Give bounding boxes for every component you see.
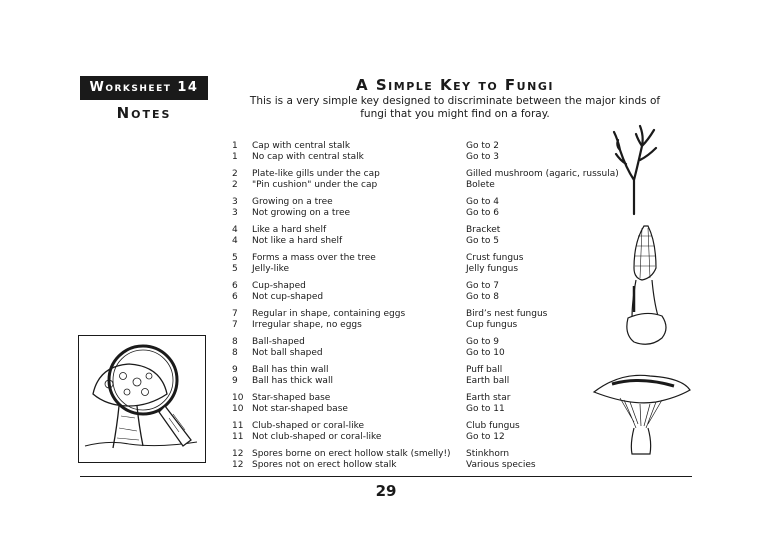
key-number: 7 xyxy=(232,309,238,319)
key-number: 9 xyxy=(232,375,238,386)
worksheet-label: Worksheet 14 xyxy=(80,76,208,100)
key-number: 8 xyxy=(232,347,238,358)
key-description: Not cup-shaped xyxy=(252,291,324,302)
key-number: 11 xyxy=(232,421,244,431)
key-description: Regular in shape, containing eggs xyxy=(252,309,406,319)
key-row xyxy=(232,393,612,404)
page-subtitle xyxy=(230,95,680,121)
key-description: Not ball shaped xyxy=(252,347,323,358)
coral-fungus-icon xyxy=(612,120,660,216)
key-result: Bracket xyxy=(466,225,501,235)
key-group xyxy=(232,365,612,386)
key-number: 3 xyxy=(232,197,238,207)
key-row xyxy=(232,180,612,191)
key-result: Various species xyxy=(466,459,536,470)
subtitle-line-2: fungi that you might find on a foray. xyxy=(360,108,550,120)
subtitle-line-1: This is a very simple key designed to discriminate between the major kinds of xyxy=(249,95,661,107)
key-description: Spores borne on erect hollow stalk (smelly!) xyxy=(252,449,451,459)
key-description: Like a hard shelf xyxy=(252,225,327,235)
key-group xyxy=(232,141,612,162)
key-result: Go to 3 xyxy=(466,151,499,162)
key-row xyxy=(232,253,612,264)
key-row xyxy=(232,348,612,359)
morel-icon xyxy=(620,222,674,350)
key-result: Go to 8 xyxy=(466,291,499,302)
key-number: 3 xyxy=(232,207,238,218)
key-number: 9 xyxy=(232,365,238,375)
key-group xyxy=(232,253,612,274)
key-result: Jelly fungus xyxy=(466,263,519,274)
key-result: Club fungus xyxy=(466,421,520,431)
key-description: Star-shaped base xyxy=(252,393,331,403)
key-description: Ball has thin wall xyxy=(252,365,329,375)
key-number: 1 xyxy=(232,141,238,151)
key-row xyxy=(232,404,612,415)
key-row xyxy=(232,264,612,275)
key-description: Plate-like gills under the cap xyxy=(252,169,380,179)
key-number: 12 xyxy=(232,449,244,459)
page-title: A Simple Key to Fungi xyxy=(356,76,554,94)
key-description: Not growing on a tree xyxy=(252,207,351,218)
key-number: 11 xyxy=(232,431,244,442)
key-result: Earth ball xyxy=(466,375,510,386)
key-group xyxy=(232,393,612,414)
key-description: Forms a mass over the tree xyxy=(252,253,376,263)
key-number: 2 xyxy=(232,179,238,190)
key-description: Jelly-like xyxy=(252,263,290,274)
key-group xyxy=(232,337,612,358)
key-result: Go to 12 xyxy=(466,431,505,442)
notes-heading: Notes xyxy=(116,104,172,122)
key-number: 10 xyxy=(232,403,244,414)
key-group xyxy=(232,281,612,302)
key-number: 4 xyxy=(232,235,238,246)
key-number: 1 xyxy=(232,151,238,162)
key-description: "Pin cushion" under the cap xyxy=(252,179,378,190)
key-description: Ball-shaped xyxy=(252,337,305,347)
key-group xyxy=(232,449,612,470)
key-number: 2 xyxy=(232,169,238,179)
key-result: Gilled mushroom (agaric, russula) xyxy=(466,169,619,179)
key-row xyxy=(232,281,612,292)
key-group xyxy=(232,225,612,246)
key-result: Go to 10 xyxy=(466,347,505,358)
key-number: 6 xyxy=(232,291,238,302)
key-number: 12 xyxy=(232,459,244,470)
key-result: Go to 4 xyxy=(466,197,499,207)
key-description: No cap with central stalk xyxy=(252,151,364,162)
key-row xyxy=(232,152,612,163)
key-number: 8 xyxy=(232,337,238,347)
magnifying-glass-mushroom-icon xyxy=(78,335,206,463)
key-row xyxy=(232,376,612,387)
key-group xyxy=(232,197,612,218)
key-row xyxy=(232,225,612,236)
page-number: 29 xyxy=(375,482,397,500)
key-result: Go to 7 xyxy=(466,281,499,291)
key-result: Earth star xyxy=(466,393,511,403)
key-number: 5 xyxy=(232,263,238,274)
key-result: Go to 6 xyxy=(466,207,499,218)
key-row xyxy=(232,320,612,331)
key-description: Cup-shaped xyxy=(252,281,306,291)
key-result: Puff ball xyxy=(466,365,503,375)
key-number: 10 xyxy=(232,393,244,403)
key-result: Stinkhorn xyxy=(466,449,510,459)
key-result: Bird’s nest fungus xyxy=(466,309,548,319)
key-description: Not club-shaped or coral-like xyxy=(252,431,382,442)
key-row xyxy=(232,208,612,219)
key-row xyxy=(232,292,612,303)
footer-divider xyxy=(80,476,692,477)
key-result: Bolete xyxy=(466,179,495,190)
chanterelle-icon xyxy=(590,368,694,458)
key-result: Crust fungus xyxy=(466,253,524,263)
key-row xyxy=(232,460,612,471)
key-description: Not like a hard shelf xyxy=(252,235,343,246)
key-description: Club-shaped or coral-like xyxy=(252,421,365,431)
key-row xyxy=(232,309,612,320)
key-number: 6 xyxy=(232,281,238,291)
key-row xyxy=(232,236,612,247)
key-description: Cap with central stalk xyxy=(252,141,351,151)
key-group xyxy=(232,421,612,442)
key-row xyxy=(232,365,612,376)
key-description: Irregular shape, no eggs xyxy=(252,319,362,330)
key-row xyxy=(232,449,612,460)
key-result: Go to 11 xyxy=(466,403,505,414)
key-row xyxy=(232,141,612,152)
key-description: Ball has thick wall xyxy=(252,375,333,386)
key-description: Growing on a tree xyxy=(252,197,333,207)
key-row xyxy=(232,197,612,208)
fungi-key-table xyxy=(232,141,619,477)
key-result: Go to 2 xyxy=(466,141,499,151)
key-number: 4 xyxy=(232,225,238,235)
key-result: Cup fungus xyxy=(466,319,518,330)
key-number: 7 xyxy=(232,319,238,330)
key-row xyxy=(232,337,612,348)
key-row xyxy=(232,432,612,443)
key-group xyxy=(232,169,619,190)
key-row xyxy=(232,169,619,180)
key-row xyxy=(232,421,612,432)
key-group xyxy=(232,309,612,330)
key-result: Go to 5 xyxy=(466,235,499,246)
key-description: Spores not on erect hollow stalk xyxy=(252,459,397,470)
key-result: Go to 9 xyxy=(466,337,499,347)
key-number: 5 xyxy=(232,253,238,263)
key-description: Not star-shaped base xyxy=(252,403,348,414)
